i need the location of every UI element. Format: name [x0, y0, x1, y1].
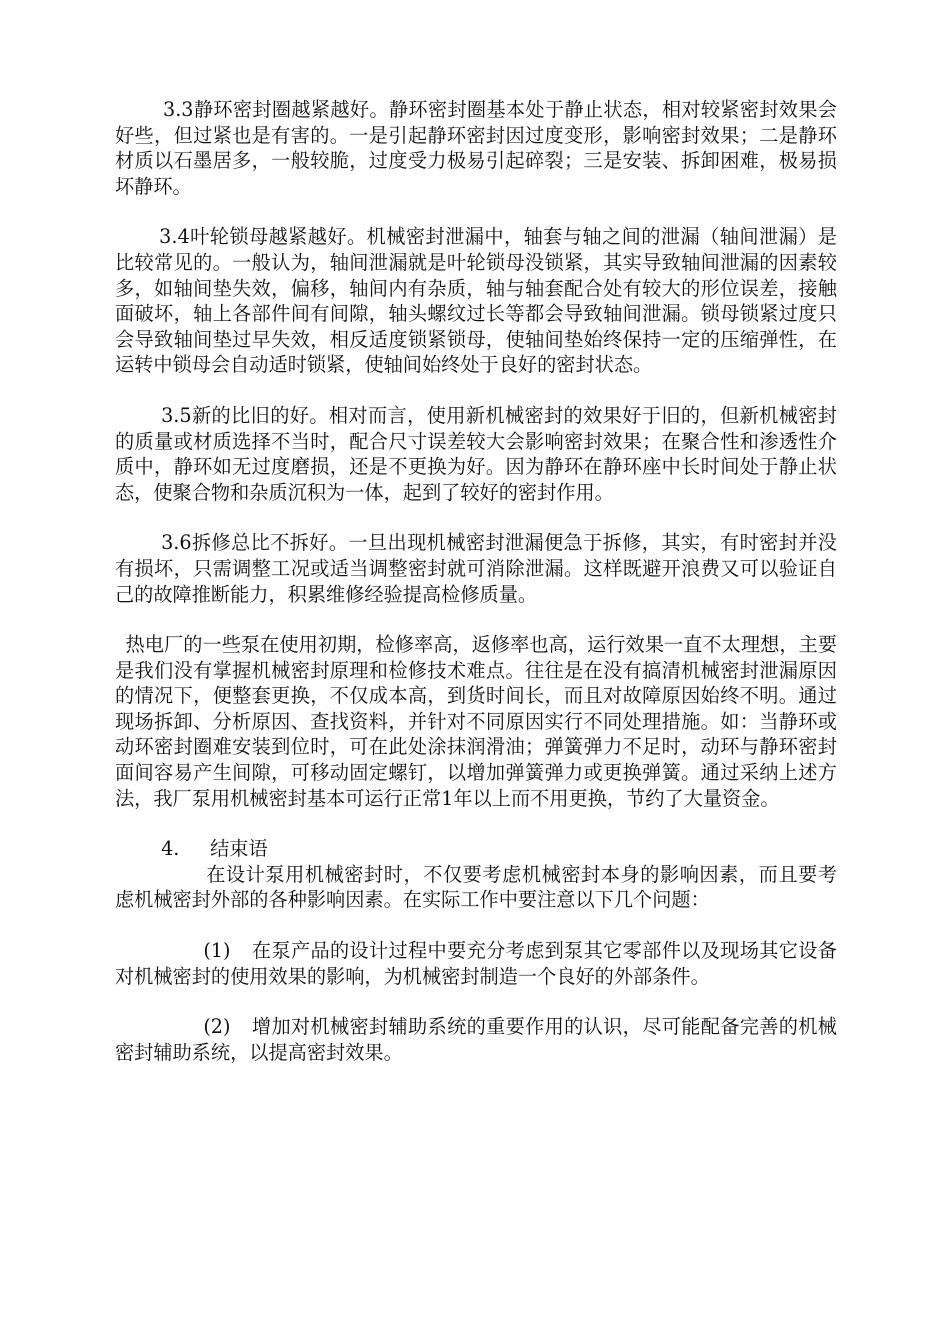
- document-page: [115, 97, 837, 1090]
- list-item-2: [115, 1014, 837, 1065]
- list-item-1-text: 在泵产品的设计过程中要充分考虑到泵其它零部件以及现场其它设备对机械密封的使用效果的影响，为机械密封制造一个良好的外部条件。: [115, 939, 837, 988]
- section-number: 4.: [161, 837, 180, 861]
- paragraph-3-5: 3.5新的比旧的好。相对而言，使用新机械密封的效果好于旧的，但新机械密封的质量或材质选择不当时，配合尺寸误差较大会影响密封效果；在聚合性和渗透性介质中，静环如无过度磨损，还是不更换为好。因为静环在静环座中长时间处于静止状态，使聚合物和杂质沉积为一体，起到了较好的密封作用。: [115, 403, 837, 504]
- list-item-2-text: 增加对机械密封辅助系统的重要作用的认识，尽可能配备完善的机械密封辅助系统，以提高密封效果。: [115, 1015, 837, 1064]
- paragraph-power-plant: 热电厂的一些泵在使用初期，检修率高，返修率也高，运行效果一直不太理想，主要是我们没有掌握机械密封原理和检修技术难点。往往是在没有搞清机械密封泄漏原因的情况下，便整套更换，不仅成本高，到货时间长，而且对故障原因始终不明。通过现场拆卸、分析原因、查找资料，并针对不同原因实行不同处理措施。如：当静环或动环密封圈难安装到位时，可在此处涂抹润滑油；弹簧弹力不足时，动环与静环密封面间容易产生间隙，可移动固定螺钉，以增加弹簧弹力或更换弹簧。通过采纳上述方法，我厂泵用机械密封基本可运行正常1年以上而不用更换，节约了大量资金。: [115, 633, 837, 810]
- paragraph-3-3: 3.3静环密封圈越紧越好。静环密封圈基本处于静止状态，相对较紧密封效果会好些，但过紧也是有害的。一是引起静环密封因过度变形，影响密封效果；二是静环材质以石墨居多，一般较脆，过度受力极易引起碎裂；三是安装、拆卸困难，极易损坏静环。: [115, 98, 837, 198]
- list-item-1: [115, 938, 837, 989]
- paragraph-conclusion-intro: 在设计泵用机械密封时，不仅要考虑机械密封本身的影响因素，而且要考虑机械密封外部的各种影响因素。在实际工作中要注意以下几个问题：: [115, 862, 837, 912]
- section-heading-conclusion: [115, 836, 837, 862]
- paragraph-3-4: 3.4叶轮锁母越紧越好。机械密封泄漏中，轴套与轴之间的泄漏（轴间泄漏）是比较常见的。一般认为，轴间泄漏就是叶轮锁母没锁紧，其实导致轴间泄漏的因素较多，如轴间垫失效，偏移，轴间内有杂质，轴与轴套配合处有较大的形位误差，接触面破坏，轴上各部件间有间隙，轴头螺纹过长等都会导致轴间泄漏。锁母锁紧过度只会导致轴间垫过早失效，相反适度锁紧锁母，使轴间垫始终保持一定的压缩弹性，在运转中锁母会自动适时锁紧，使轴间始终处于良好的密封状态。: [115, 225, 837, 377]
- list-number-1: (1): [203, 939, 231, 963]
- section-title: 结束语: [210, 837, 268, 861]
- paragraph-3-6: 3.6拆修总比不拆好。一旦出现机械密封泄漏便急于拆修，其实，有时密封并没有损坏，只需调整工况或适当调整密封就可消除泄漏。这样既避开浪费又可以验证自己的故障推断能力，积累维修经验提高检修质量。: [115, 531, 837, 606]
- list-number-2: (2): [203, 1015, 231, 1039]
